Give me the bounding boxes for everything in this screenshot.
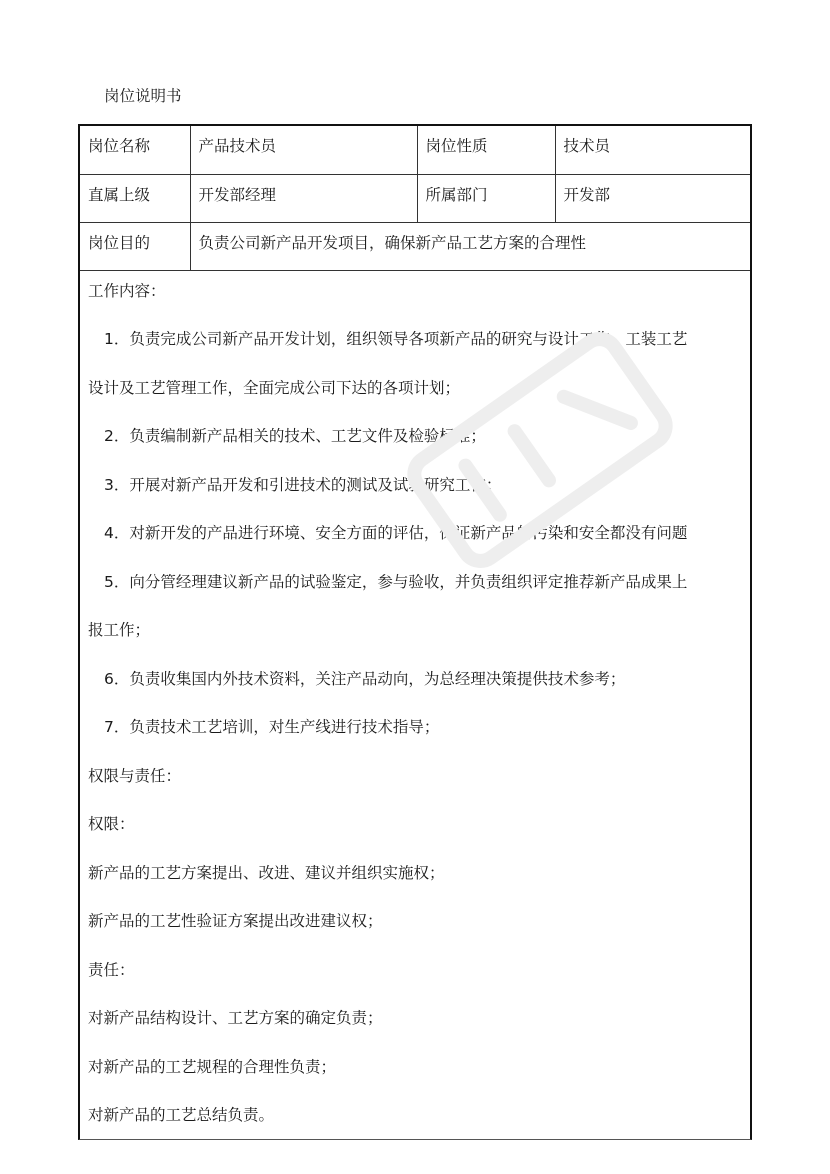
job-info-table — [80, 126, 750, 271]
label-direct-superior: 直属上级 — [80, 174, 190, 222]
duties-heading: 责任： — [88, 961, 135, 979]
document-title: 岗位说明书 — [104, 87, 182, 105]
value-department: 开发部 — [555, 174, 750, 222]
job-description-frame — [78, 124, 752, 1140]
right-item-1: 新产品的工艺方案提出、改进、建议并组织实施权； — [88, 864, 445, 882]
work-item-1-continued: 设计及工艺管理工作，全面完成公司下达的各项计划； — [88, 379, 461, 397]
label-department: 所属部门 — [417, 174, 555, 222]
work-item-3: 3．开展对新产品开发和引进技术的测试及试验研究工作； — [104, 476, 502, 494]
label-position-purpose: 岗位目的 — [80, 222, 190, 270]
work-item-4: 4．对新开发的产品进行环境、安全方面的评估，保证新产品的污染和安全都没有问题 — [104, 524, 688, 542]
value-position-type: 技术员 — [555, 126, 750, 174]
rights-heading: 权限： — [88, 815, 135, 833]
work-item-5-continued: 报工作； — [88, 621, 151, 639]
work-item-1: 1．负责完成公司新产品开发计划，组织领导各项新产品的研究与设计工作，工装工艺 — [104, 330, 688, 348]
label-position-type: 岗位性质 — [417, 126, 555, 174]
work-item-5: 5．向分管经理建议新产品的试验鉴定，参与验收，并负责组织评定推荐新产品成果上 — [104, 573, 688, 591]
duty-item-2: 对新产品的工艺规程的合理性负责； — [88, 1058, 337, 1076]
table-row-purpose — [80, 222, 750, 270]
right-item-2: 新产品的工艺性验证方案提出改进建议权； — [88, 912, 383, 930]
value-position-name: 产品技术员 — [190, 126, 417, 174]
work-item-7: 7．负责技术工艺培训，对生产线进行技术指导； — [104, 718, 440, 736]
work-content-heading: 工作内容： — [88, 282, 166, 300]
table-row-department — [80, 174, 750, 222]
duty-item-3: 对新产品的工艺总结负责。 — [88, 1106, 275, 1124]
label-position-name: 岗位名称 — [80, 126, 190, 174]
authority-heading: 权限与责任： — [88, 767, 182, 785]
value-direct-superior: 开发部经理 — [190, 174, 417, 222]
work-item-2: 2．负责编制新产品相关的技术、工艺文件及检验标准； — [104, 427, 486, 445]
table-row-position — [80, 126, 750, 174]
work-item-6: 6．负责收集国内外技术资料，关注产品动向，为总经理决策提供技术参考； — [104, 670, 626, 688]
duty-item-1: 对新产品结构设计、工艺方案的确定负责； — [88, 1009, 383, 1027]
value-position-purpose: 负责公司新产品开发项目，确保新产品工艺方案的合理性 — [190, 222, 750, 270]
